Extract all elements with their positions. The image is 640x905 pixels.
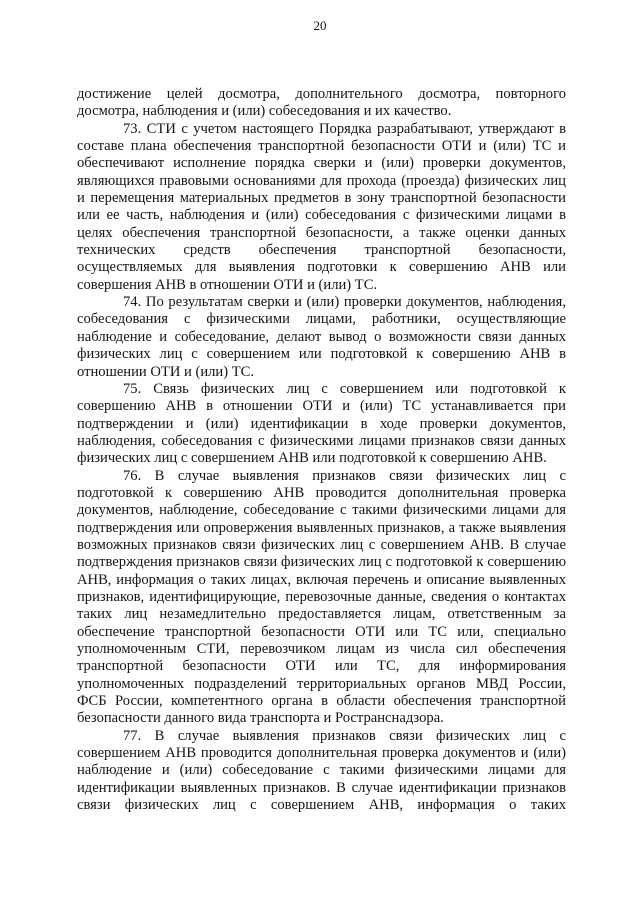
document-body (77, 86, 566, 814)
paragraph-item-73: 73. СТИ с учетом настоящего Порядка разрабатывают, утверждают в составе плана обеспечения транспортной безопасности ОТИ и (или) ТС и обеспечивают исполнение порядка сверки и (или) проверки документов, являющихся правовыми основаниями для прохода (проезда) физических лиц и перемещения материальных предметов в зону транспортной безопасности или ее часть, наблюдения и (или) собеседования с физическими лицами в целях обеспечения транспортной безопасности, а также оценки данных технических средств обеспечения транспортной безопасности, осуществляемых для выявления подготовки к совершению АНВ или совершения АНВ в отношении ОТИ и (или) ТС. (77, 120, 566, 293)
paragraph-continuation: достижение целей досмотра, дополнительного досмотра, повторного досмотра, наблюдения и (или) собеседования и их качество. (77, 86, 566, 120)
page-number: 20 (313, 18, 327, 33)
paragraph-item-75: 75. Связь физических лиц с совершением или подготовкой к совершению АНВ в отношении ОТИ и (или) ТС устанавливается при подтверждении и (или) идентификации в ходе проверки документов, наблюдения, собеседования с физическими лицами признаков связи данных физических лиц с совершением АНВ или подготовкой к совершению АНВ. (77, 380, 566, 467)
paragraph-item-74: 74. По результатам сверки и (или) проверки документов, наблюдения, собеседования с физическими лицами, работники, осуществляющие наблюдение и собеседование, делают вывод о возможности связи данных физических лиц с совершением или подготовкой к совершению АНВ в отношении ОТИ и (или) ТС. (77, 294, 566, 380)
paragraph-item-76: 76. В случае выявления признаков связи физических лиц с подготовкой к совершению АНВ проводится дополнительная проверка документов, наблюдение, собеседование с такими физическими лицами для подтверждения или опровержения выявленных признаков, а также выявления возможных признаков связи физических лиц с совершением АНВ. В случае подтверждения признаков связи физических лиц с подготовкой к совершению АНВ, информация о таких лицах, включая перечень и описание выявленных признаков, идентифицирующие, перевозочные данные, сведения о контактах таких лиц незамедлительно предоставляется лицам, ответственным за обеспечение транспортной безопасности ОТИ или ТС или, специально уполномоченным СТИ, перевозчиком лицам из числа сил обеспечения транспортной безопасности ОТИ или ТС, для информирования уполномоченных подразделений территориальных органов МВД России, ФСБ России, компетентного органа в области обеспечения транспортной безопасности данного вида транспорта и Ространснадзора. (77, 467, 566, 727)
paragraph-item-77: 77. В случае выявления признаков связи физических лиц с совершением АНВ проводится дополнительная проверка документов и (или) наблюдение и (или) собеседование с такими физическими лицами для идентификации выявленных признаков. В случае идентификации признаков связи физических лиц с совершением АНВ, информация о таких (77, 727, 566, 814)
